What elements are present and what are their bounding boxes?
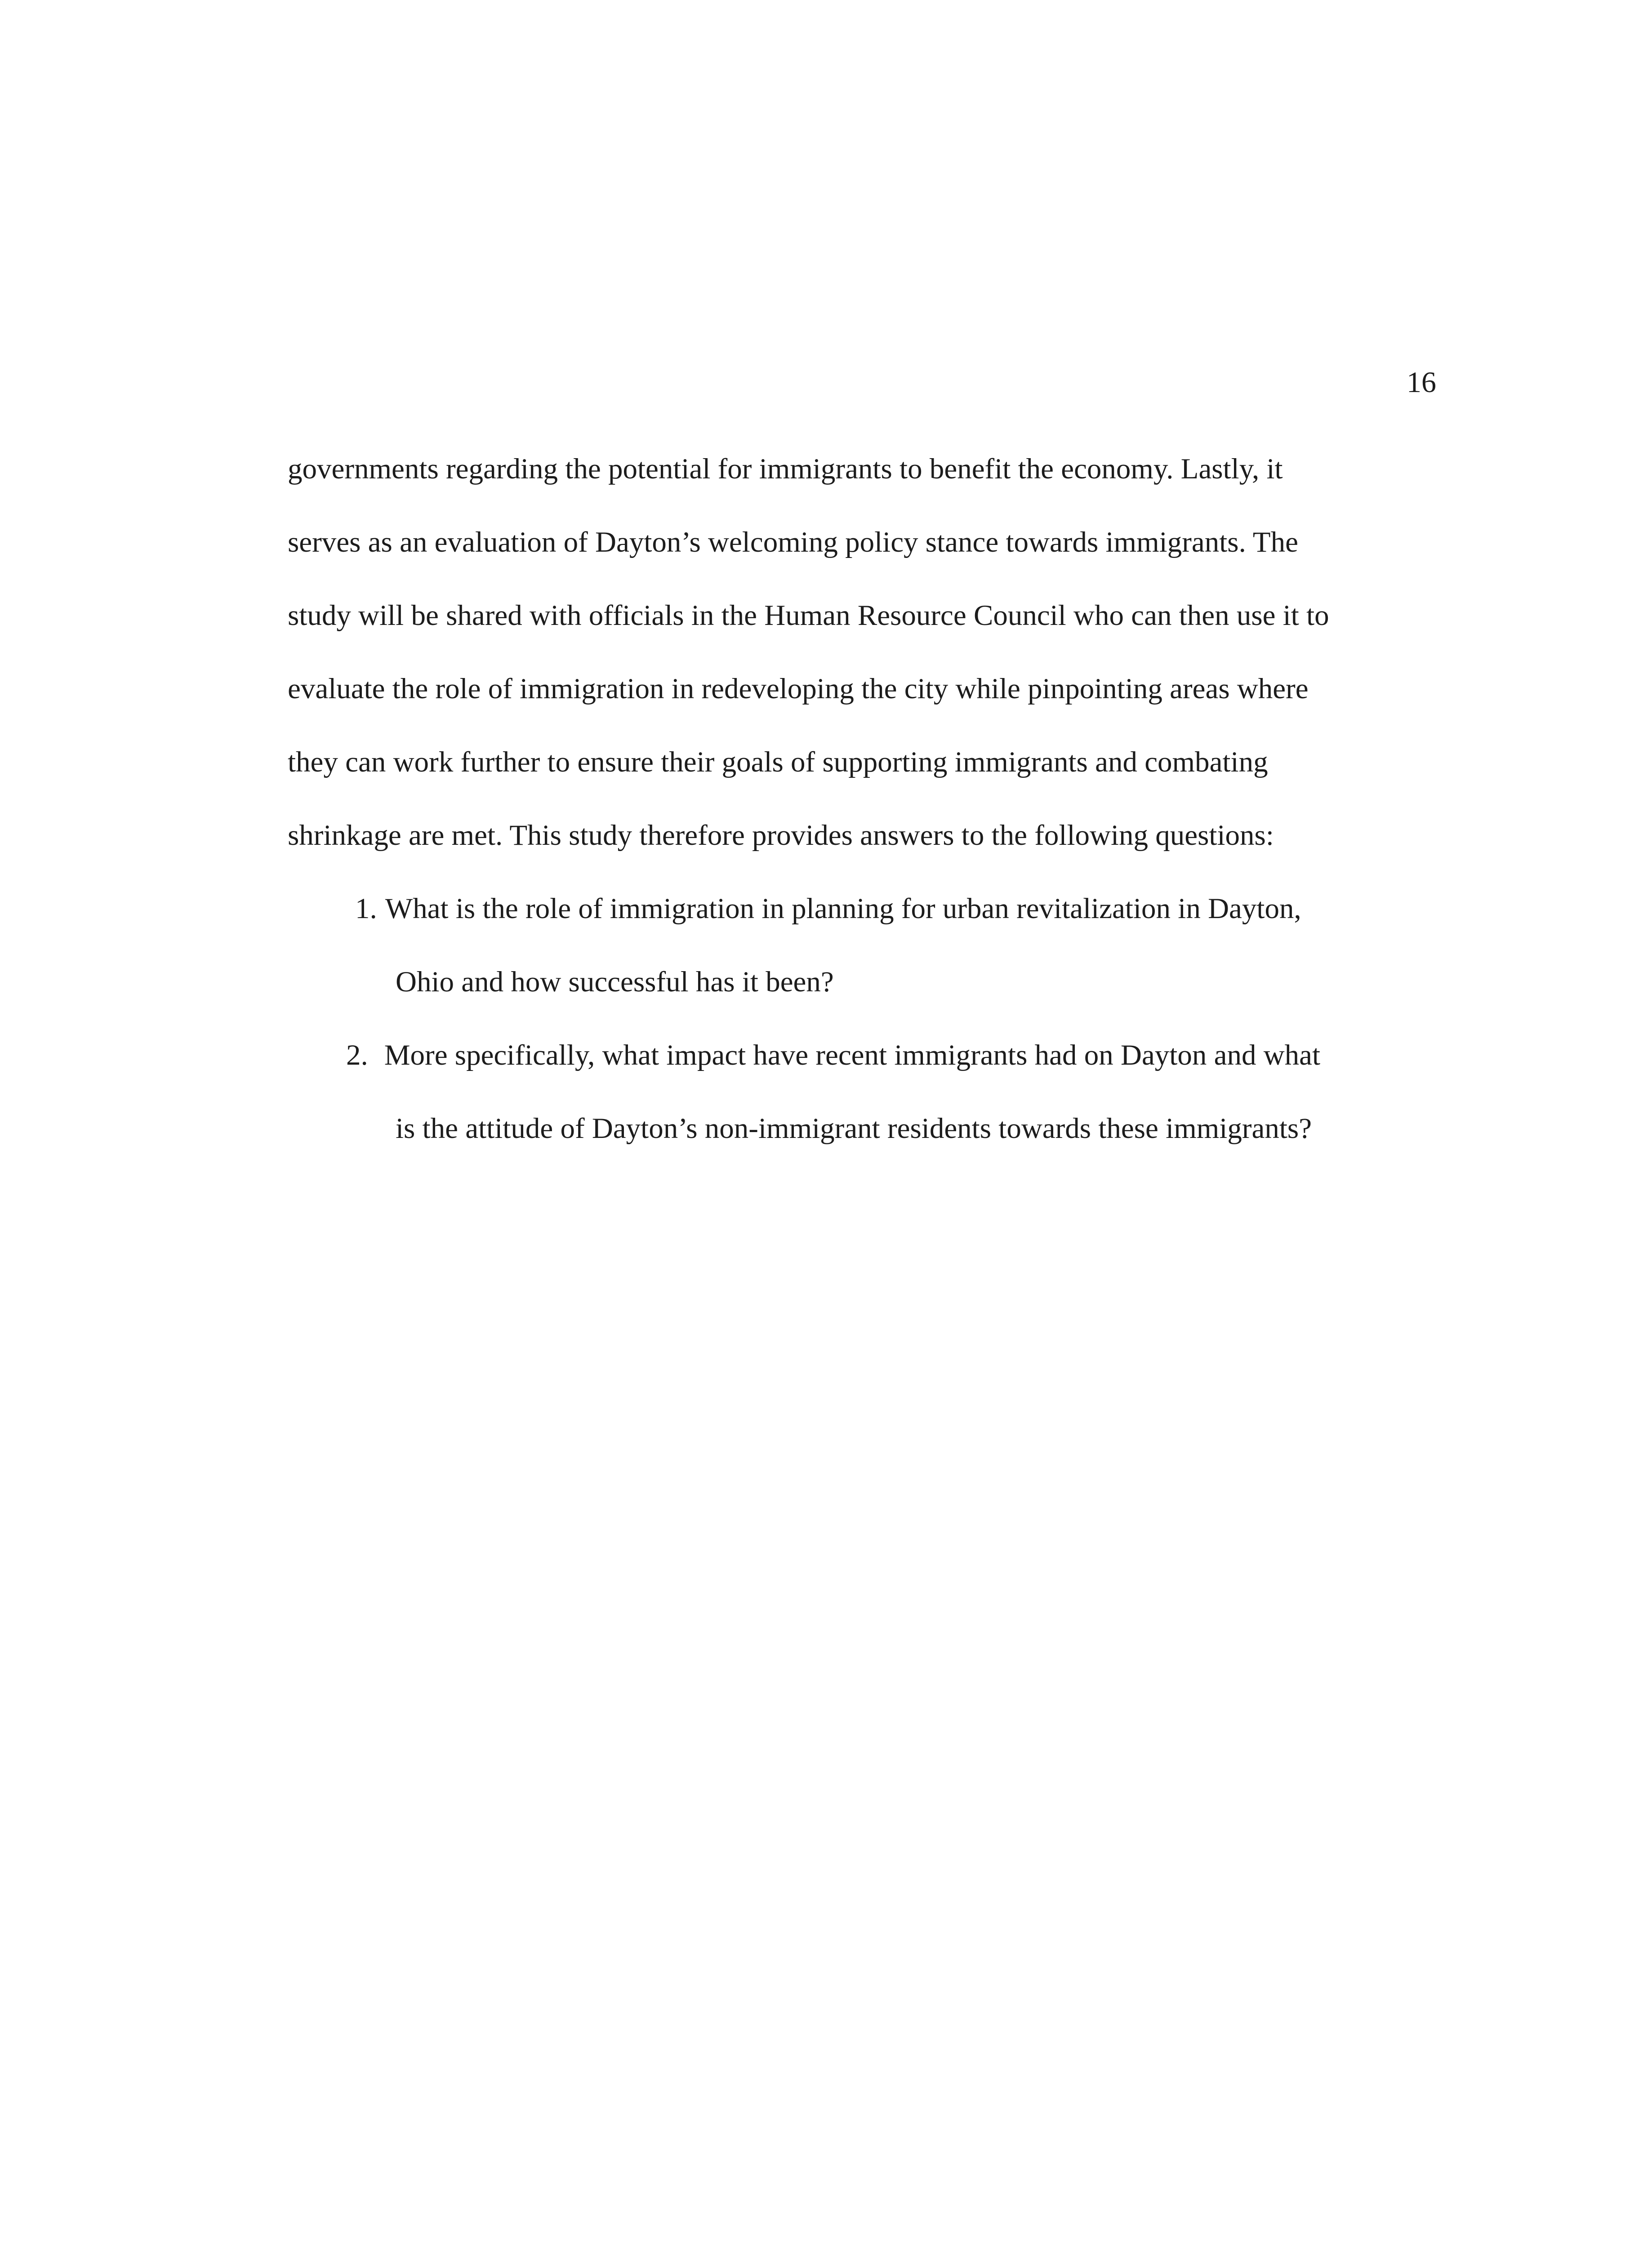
question-line — [288, 872, 1438, 946]
page-number: 16 — [1407, 366, 1436, 399]
question-text: More specifically, what impact have recent immigrants had on Dayton and what — [384, 1039, 1321, 1071]
paragraph-line: evaluate the role of immigration in redeveloping the city while pinpointing areas where — [288, 673, 1309, 705]
paragraph-line: they can work further to ensure their goals of supporting immigrants and combating — [288, 746, 1268, 778]
question-item — [288, 1019, 1438, 1165]
question-continuation: is the attitude of Dayton’s non-immigrant residents towards these immigrants? — [396, 1112, 1312, 1145]
paragraph-line: study will be shared with officials in the Human Resource Council who can then use it to — [288, 599, 1329, 632]
question-list — [288, 872, 1438, 1165]
paragraph-line: shrinkage are met. This study therefore provides answers to the following questions: — [288, 819, 1274, 852]
paragraph-line: governments regarding the potential for immigrants to benefit the economy. Lastly, it — [288, 453, 1283, 485]
body-text — [288, 433, 1438, 1165]
question-line — [288, 1019, 1438, 1092]
question-text: What is the role of immigration in planning for urban revitalization in Dayton, — [385, 892, 1301, 925]
question-item — [288, 872, 1438, 1019]
question-continuation: Ohio and how successful has it been? — [396, 966, 834, 998]
paragraph-line: serves as an evaluation of Dayton’s welcoming policy stance towards immigrants. The — [288, 526, 1298, 558]
question-number: 1. — [355, 892, 377, 925]
question-number: 2. — [346, 1039, 368, 1071]
